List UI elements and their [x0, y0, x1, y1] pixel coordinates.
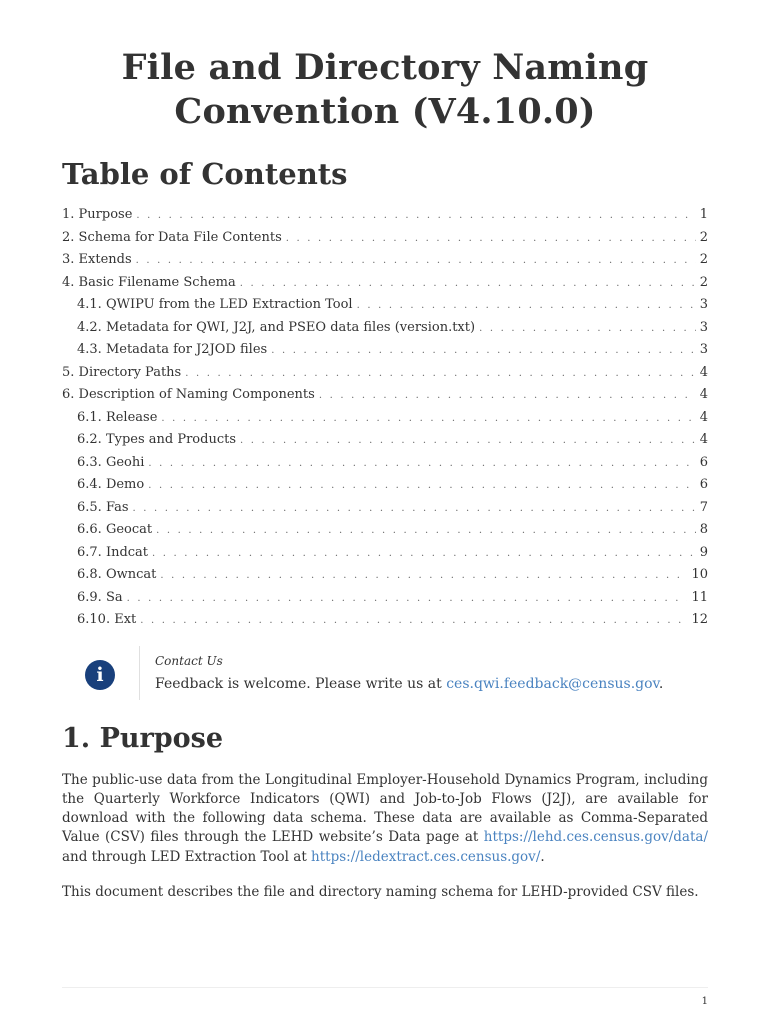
toc-entry[interactable] [62, 542, 708, 565]
toc-entry-label[interactable]: 3. Extends [62, 252, 132, 267]
toc-entry[interactable] [62, 519, 708, 542]
document-page [62, 0, 708, 902]
toc-entry-page: 4 [699, 409, 708, 425]
toc-leader-dots [240, 430, 696, 453]
contact-note [62, 646, 708, 702]
toc-entry[interactable] [62, 249, 708, 272]
purpose-text-3: . [540, 848, 545, 865]
toc-leader-dots [148, 453, 695, 476]
toc-leader-dots [140, 610, 687, 633]
toc-entry[interactable] [62, 497, 708, 520]
toc-entry-page: 3 [699, 342, 708, 357]
toc-leader-dots [148, 475, 696, 498]
toc-entry-page: 3 [699, 297, 708, 312]
lehd-data-link[interactable]: https://lehd.ces.census.gov/data/ [483, 829, 708, 846]
toc-entry[interactable] [62, 339, 708, 362]
purpose-text-1: The public-use data from the Longitudinal Employer-Household Dynamics Program, including the Quarterly Workforce Indicators (QWI) and Job-to-Job Flows (J2J), are available for download with the following data schema. These data are available as Comma-Separated Value (CSV) files through the LEHD website’s Data page at [62, 771, 708, 846]
toc-entry[interactable] [62, 272, 708, 295]
toc-entry-page: 4 [699, 364, 708, 380]
toc-entry-page: 4 [699, 387, 708, 402]
note-text-end: . [658, 675, 664, 692]
toc-leader-dots [160, 565, 687, 588]
toc-leader-dots [185, 363, 695, 386]
toc-leader-dots [240, 273, 696, 296]
toc-entry[interactable] [62, 227, 708, 250]
toc-entry-label[interactable]: 4.3. Metadata for J2JOD files [77, 342, 268, 357]
toc-entry-label[interactable]: 6.1. Release [77, 409, 158, 425]
toc-entry-page: 2 [699, 229, 708, 245]
feedback-email-link[interactable]: ces.qwi.feedback@census.gov [446, 675, 659, 692]
toc-entry[interactable] [62, 204, 708, 227]
page-number: 1 [701, 996, 708, 1007]
toc-entry-label[interactable]: 6.8. Owncat [77, 567, 157, 582]
note-text: Feedback is welcome. Please write us at [155, 675, 447, 692]
toc-entry-label[interactable]: 6.9. Sa [77, 589, 123, 605]
toc-entry-page: 7 [699, 499, 708, 515]
purpose-text-2: and through LED Extraction Tool at [62, 848, 312, 865]
toc-entry-page: 12 [691, 612, 708, 627]
ledextract-link[interactable]: https://ledextract.ces.census.gov/ [311, 848, 541, 865]
toc-entry[interactable] [62, 474, 708, 497]
toc-entry-page: 9 [699, 544, 708, 560]
toc-entry[interactable] [62, 317, 708, 340]
document-title: File and Directory Naming Convention (V4.10.0) [121, 47, 649, 132]
toc-entry[interactable] [62, 362, 708, 385]
footer-divider [62, 987, 708, 988]
toc-entry-page: 4 [699, 432, 708, 447]
toc-entry[interactable] [62, 429, 708, 452]
toc-leader-dots [161, 408, 695, 431]
toc-entry[interactable] [62, 452, 708, 475]
toc-leader-dots [479, 318, 696, 341]
toc-entry-label[interactable]: 6.3. Geohi [77, 454, 145, 470]
toc-entry-page: 2 [699, 252, 708, 267]
note-divider [139, 646, 140, 700]
toc-entry-page: 2 [699, 274, 708, 290]
toc-entry-page: 10 [691, 567, 708, 582]
toc-entry[interactable] [62, 609, 708, 632]
toc-leader-dots [357, 295, 696, 318]
toc-entry-label[interactable]: 6.7. Indcat [77, 544, 149, 560]
purpose-paragraph-2: This document describes the file and directory naming schema for LEHD-provided CSV files. [62, 883, 699, 900]
toc-leader-dots [127, 588, 688, 611]
toc-entry-page: 6 [699, 454, 708, 470]
toc-entry-page: 11 [691, 589, 708, 605]
toc-entry-label[interactable]: 6.2. Types and Products [77, 432, 237, 447]
toc-entry-label[interactable]: 4. Basic Filename Schema [62, 274, 236, 290]
toc-entry-label[interactable]: 6.6. Geocat [77, 522, 153, 537]
toc-entry[interactable] [62, 407, 708, 430]
toc-leader-dots [156, 520, 696, 543]
note-body [155, 676, 663, 692]
toc-entry-label[interactable]: 6.4. Demo [77, 477, 145, 492]
toc-entry[interactable] [62, 587, 708, 610]
purpose-heading: 1. Purpose [62, 722, 224, 754]
toc-entry-page: 1 [699, 207, 708, 222]
toc-entry-page: 3 [699, 319, 708, 335]
toc-entry-label[interactable]: 2. Schema for Data File Contents [62, 229, 282, 245]
toc-leader-dots [136, 250, 696, 273]
toc-entry-label[interactable]: 5. Directory Paths [62, 364, 182, 380]
toc-entry-label[interactable]: 1. Purpose [62, 207, 133, 222]
toc-leader-dots [133, 498, 696, 521]
toc-entry-label[interactable]: 6. Description of Naming Components [62, 387, 315, 402]
toc-leader-dots [319, 385, 696, 408]
purpose-paragraph-1 [62, 771, 708, 867]
table-of-contents [62, 204, 708, 632]
toc-entry-label[interactable]: 6.5. Fas [77, 499, 129, 515]
toc-entry[interactable] [62, 294, 708, 317]
toc-entry[interactable] [62, 564, 708, 587]
toc-leader-dots [271, 340, 696, 363]
toc-entry-label[interactable]: 6.10. Ext [77, 612, 137, 627]
toc-entry[interactable] [62, 384, 708, 407]
toc-heading: Table of Contents [62, 157, 348, 191]
toc-entry-page: 8 [699, 522, 708, 537]
toc-leader-dots [136, 205, 695, 228]
toc-leader-dots [286, 228, 696, 251]
info-icon: i [85, 660, 115, 690]
toc-entry-page: 6 [699, 477, 708, 492]
note-title: Contact Us [155, 653, 223, 668]
toc-entry-label[interactable]: 4.1. QWIPU from the LED Extraction Tool [77, 297, 353, 312]
toc-entry-label[interactable]: 4.2. Metadata for QWI, J2J, and PSEO data files (version.txt) [77, 319, 476, 335]
toc-leader-dots [152, 543, 696, 566]
